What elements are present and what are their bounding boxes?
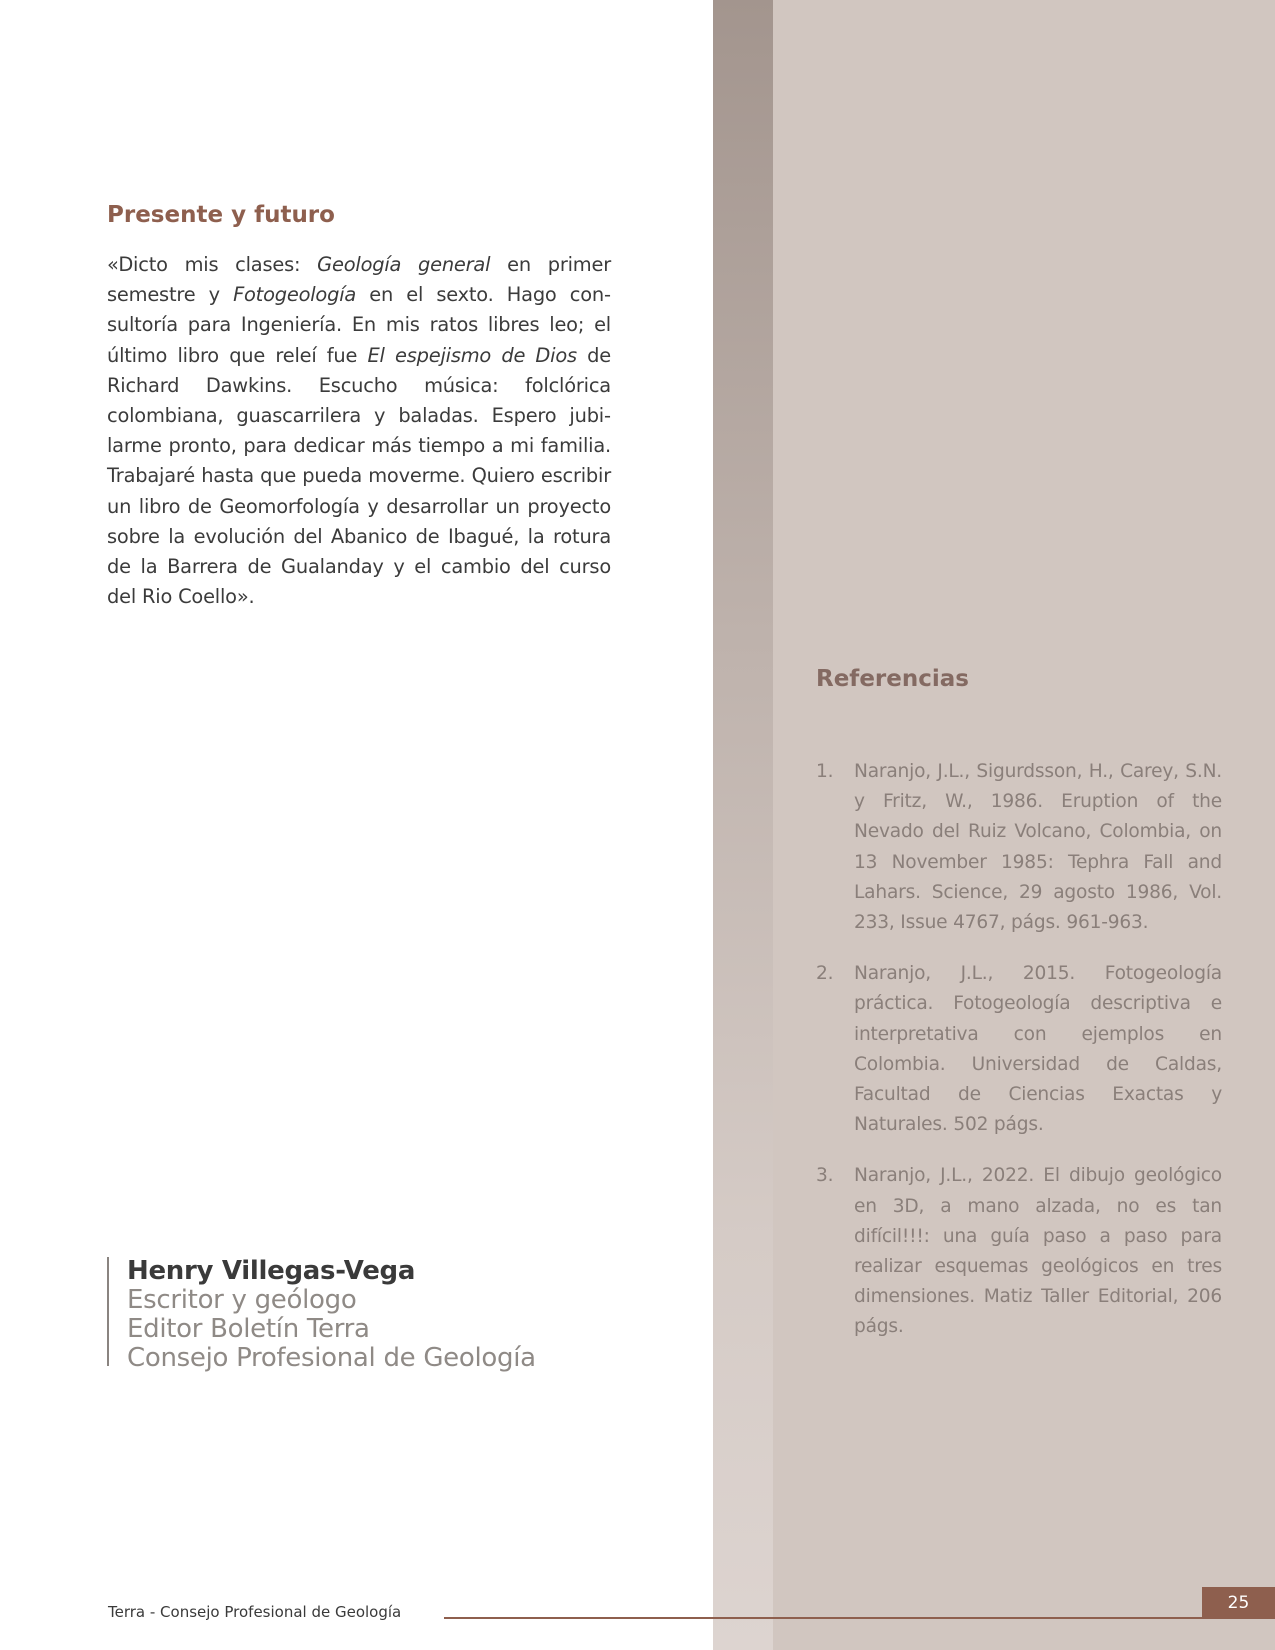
footer-divider (444, 1617, 1202, 1619)
author-name: Henry Villegas-Vega (127, 1256, 416, 1286)
italic-title: Fotogeología (233, 283, 357, 307)
reference-item (816, 757, 1222, 938)
author-signature (107, 1256, 536, 1373)
italic-title: El espejismo de Dios (367, 343, 577, 367)
references-heading: Referencias (816, 666, 969, 692)
gradient-strip (713, 0, 773, 1650)
paragraph-text: «Dicto mis clases: (107, 253, 318, 276)
reference-item (816, 959, 1222, 1140)
section-heading: Presente y futuro (107, 202, 335, 228)
reference-item (816, 1161, 1222, 1342)
reference-text: Naranjo, J.L., 2015. Fotogeología práctica. Fotogeología descriptiva e interpretativa con ejemplos en Colombia. Universidad de Caldas, Facultad de Ciencias Exactas y Naturales. 502 págs. (854, 963, 1222, 1136)
author-organization: Consejo Profesional de Geología (127, 1343, 536, 1373)
italic-title: Geología general (317, 253, 491, 276)
author-role: Escritor y geólogo (127, 1285, 357, 1315)
reference-number: 2. (816, 963, 834, 985)
page-number: 25 (1202, 1587, 1275, 1619)
reference-text: Naranjo, J.L., Sigurdsson, H., Carey, S.N. y Fritz, W., 1986. Eruption of the Nevado del Ruiz Volcano, Colombia, on 13 November 1985: Tephra Fall and Lahars. Science, 29 agosto 1986, Vol. 233, Issue 4767, págs. 961-963. (854, 761, 1222, 934)
paragraph-text: en primer semestre y (107, 253, 611, 307)
author-position: Editor Boletín Terra (127, 1314, 370, 1344)
reference-text: Naranjo, J.L., 2022. El dibujo geológico en 3D, a mano alzada, no es tan difícil!!!: una guía paso a paso para realizar esquemas geológicos en tres dimensiones. Matiz Taller Editorial, 206 págs. (854, 1165, 1222, 1338)
references-list (816, 757, 1222, 1364)
paragraph-text: en el sexto. Hago consultoría para Ingeniería. En mis ratos libres leo; el último libro que releí fue (107, 283, 611, 367)
footer-publication: Terra - Consejo Profesional de Geología (108, 1603, 402, 1621)
reference-number: 3. (816, 1165, 834, 1187)
body-paragraph (107, 250, 611, 612)
reference-number: 1. (816, 761, 834, 782)
paragraph-text: de Richard Dawkins. Escucho música: folclórica colombiana, guascarrilera y baladas. Espero jubilarme pronto, para dedicar más tiempo a mi familia. Trabajaré hasta que pueda moverme. Quiero escribir un libro de Geomorfología y desarrollar un proyecto sobre la evolución del Abanico de Ibagué, la rotura de la Barrera de Gualanday y el cambio del curso del Rio Coello». (107, 343, 611, 609)
